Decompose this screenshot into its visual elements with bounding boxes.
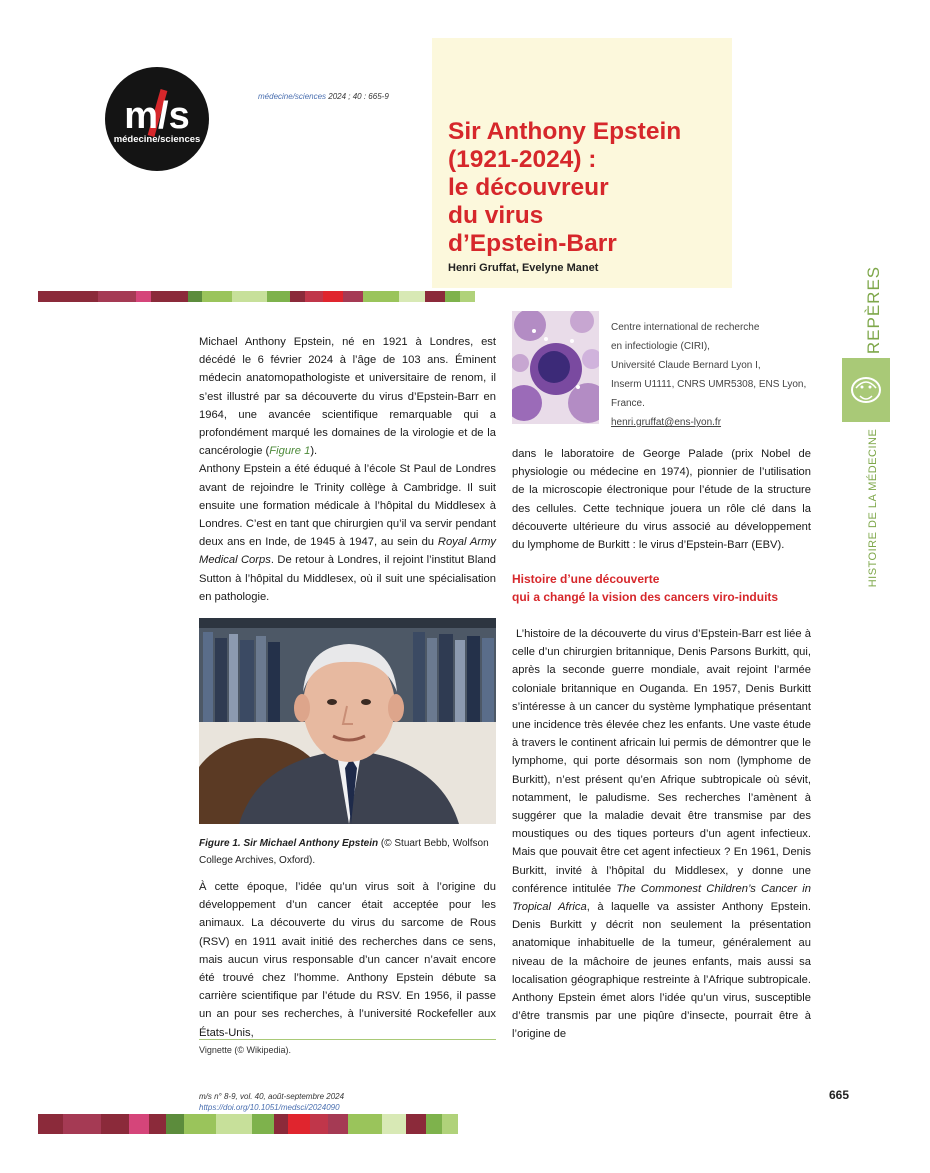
text-run: L’histoire de la découverte du virus d’Epstein-Barr est liée à celle d’un chirurgien britannique, Denis Parsons Burkitt, qui, après la seconde guerre mondiale, avait rejoint l’armée coloniale britannique en Ouganda. En 1957, Denis Burkitt s’intéresse à un cancer du système lymphatique présentant une incidence très élevée chez les enfants. Une vaste étude à travers le continent africain lui permis de démontrer que le lymphome, qui porte désormais son nom (lymphome de Burkitt), n’est présent qu’en Afrique subtropicale où sévit, notamment, le paludisme. Ses recherches l’amènent à suggérer que la maladie devait être transmise par des moustiques ou des tiques porteurs d’un agent infectieux. Mais que pouvait être cet agent infectieux ? En 1961, Denis Burkitt, invité à l’hôpital du Middlesex, y donne une conférence intitulée <box>512 628 811 895</box>
author-affiliation <box>611 318 811 432</box>
text-run: Michael Anthony Epstein, né en 1921 à Londres, est décédé le 6 février 2024 à l’âge de 103 ans. Éminent médecin anatomopathologiste et universitaire de renom, il s’est illustré par sa découverte du virus d’Epstein-Barr en 1964, une avancée scientifique remarquable qui a profondément marqué les domaines de la virologie et de la cancérologie ( <box>199 336 496 458</box>
paragraph <box>199 333 496 460</box>
text-run-italic: The Commonest Children’s Cancer in Tropical Africa <box>512 882 811 914</box>
article-authors: Henri Gruffat, Evelyne Manet <box>448 262 599 274</box>
logo-subtext: médecine/sciences <box>113 134 201 145</box>
text-run: Anthony Epstein a été éduqué à l’école St Paul de Londres avant de rejoindre le Trinity collège à Cambridge. Il suit ensuite une formation médicale à l’hôpital du Middlesex à Londres. C’est en tant que chirurgien qu’il va servir pendant deux ans en Inde, de 1945 à 1947, au sein du <box>199 463 496 549</box>
section-badge <box>842 358 890 422</box>
journal-reference <box>258 92 389 101</box>
body-column-right-top <box>512 445 811 554</box>
decorative-color-strip-bottom <box>38 1114 458 1134</box>
heading-line: Histoire d’une découverte <box>512 572 660 586</box>
paragraph <box>199 460 496 606</box>
footer-issue: m/s n° 8-9, vol. 40, août-septembre 2024 <box>199 1092 345 1101</box>
affiliation-line: en infectiologie (CIRI), <box>611 341 710 352</box>
title-line: le découvreur <box>448 174 609 201</box>
title-line: Sir Anthony Epstein <box>448 118 682 145</box>
vignette-microscopy-image <box>512 311 599 424</box>
vignette-icon <box>842 358 890 422</box>
text-run: , à laquelle va assister Anthony Epstein. Denis Burkitt y décrit non seulement la présentation anatomique inhabituelle de la tumeur, généralement au niveau de la mâchoire de jeunes enfants, mais aussi sa localisation géographique restreinte à l’Afrique subtropicale. Anthony Epstein émet alors l’idée qu’un virus, susceptible d’être transmis par une piqûre d’insecte, pourrait être à l’origine de <box>512 901 812 1041</box>
paragraph: À cette époque, l’idée qu’un virus soit à l’origine du développement d’un cancer était acceptée pour les animaux. La découverte du virus du sarcome de Rous (RSV) en 1911 avait initié des recherches dans ce sens, mais aucun virus responsable d’un cancer n’avait encore été trouvé chez l’homme. Anthony Epstein débute sa carrière scientifique par l’étude du RSV. En 1956, il passe un an pour ses recherches, à l’université Rockefeller aux États-Unis, <box>199 881 496 1039</box>
paragraph <box>512 625 811 1044</box>
affiliation-line: Inserm U1111, CNRS UMR5308, ENS Lyon, <box>611 379 807 390</box>
figure-1-link[interactable]: Figure 1 <box>269 445 311 458</box>
footnote: Vignette (© Wikipedia). <box>199 1045 292 1055</box>
body-column-left-bottom <box>199 878 496 1042</box>
paragraph: dans le laboratoire de George Palade (prix Nobel de physiologie ou médecine en 1974), pionnier de l’utilisation de la microscopie électronique pour l’étude de la structure des cellules. Cette technique jouera un rôle clé dans la découverte ultérieure du virus associé au développement du lymphome de Burkitt : le virus d’Epstein-Barr (EBV). <box>512 448 811 552</box>
category-label-vertical <box>865 430 881 585</box>
heading-line: qui a changé la vision des cancers viro-induits <box>512 590 779 604</box>
text-run-italic: Royal Army Medical Corps <box>199 536 496 567</box>
logo-graphic <box>104 66 210 172</box>
section-label-text: REPÈRES <box>864 265 883 355</box>
figure-1-photo <box>199 618 496 824</box>
caption-title: Figure 1. Sir Michael Anthony Epstein <box>199 838 379 849</box>
text-run: ). <box>310 445 318 458</box>
doi-link[interactable]: https://doi.org/10.1051/medsci/2024090 <box>199 1103 340 1112</box>
page-number: 665 <box>829 1088 850 1102</box>
article-title <box>448 118 738 258</box>
logo-text: m/s <box>124 95 190 137</box>
journal-name: médecine/sciences <box>258 92 327 101</box>
caption-credit: (© Stuart Bebb, Wolfson College Archives, Oxford). <box>199 838 489 866</box>
journal-logo <box>104 66 210 172</box>
text-run: . De retour à Londres, il rejoint l’institut Bland Sutton à l’hôpital du Middlesex, où il suit une spécialisation en pathologie. <box>199 554 496 603</box>
affiliation-line: France. <box>611 398 645 409</box>
title-line: (1921-2024) : <box>448 146 597 173</box>
section-label-vertical <box>863 265 885 355</box>
section-heading <box>512 570 811 606</box>
footnote-divider <box>199 1039 496 1040</box>
affiliation-line: Université Claude Bernard Lyon I, <box>611 360 761 371</box>
category-label-text: HISTOIRE DE LA MÉDECINE <box>867 428 879 587</box>
figure-1-caption <box>199 835 496 869</box>
author-email-link[interactable]: henri.gruffat@ens-lyon.fr <box>611 417 722 428</box>
affiliation-line: Centre international de recherche <box>611 322 760 333</box>
title-line: d’Epstein-Barr <box>448 230 617 257</box>
footer-citation <box>199 1091 344 1113</box>
title-line: du virus <box>448 202 544 229</box>
journal-volume: 2024 ; 40 : 665-9 <box>326 92 389 101</box>
decorative-color-strip <box>38 291 475 302</box>
body-column-left-top <box>199 333 496 606</box>
body-column-right-bottom <box>512 625 811 1044</box>
